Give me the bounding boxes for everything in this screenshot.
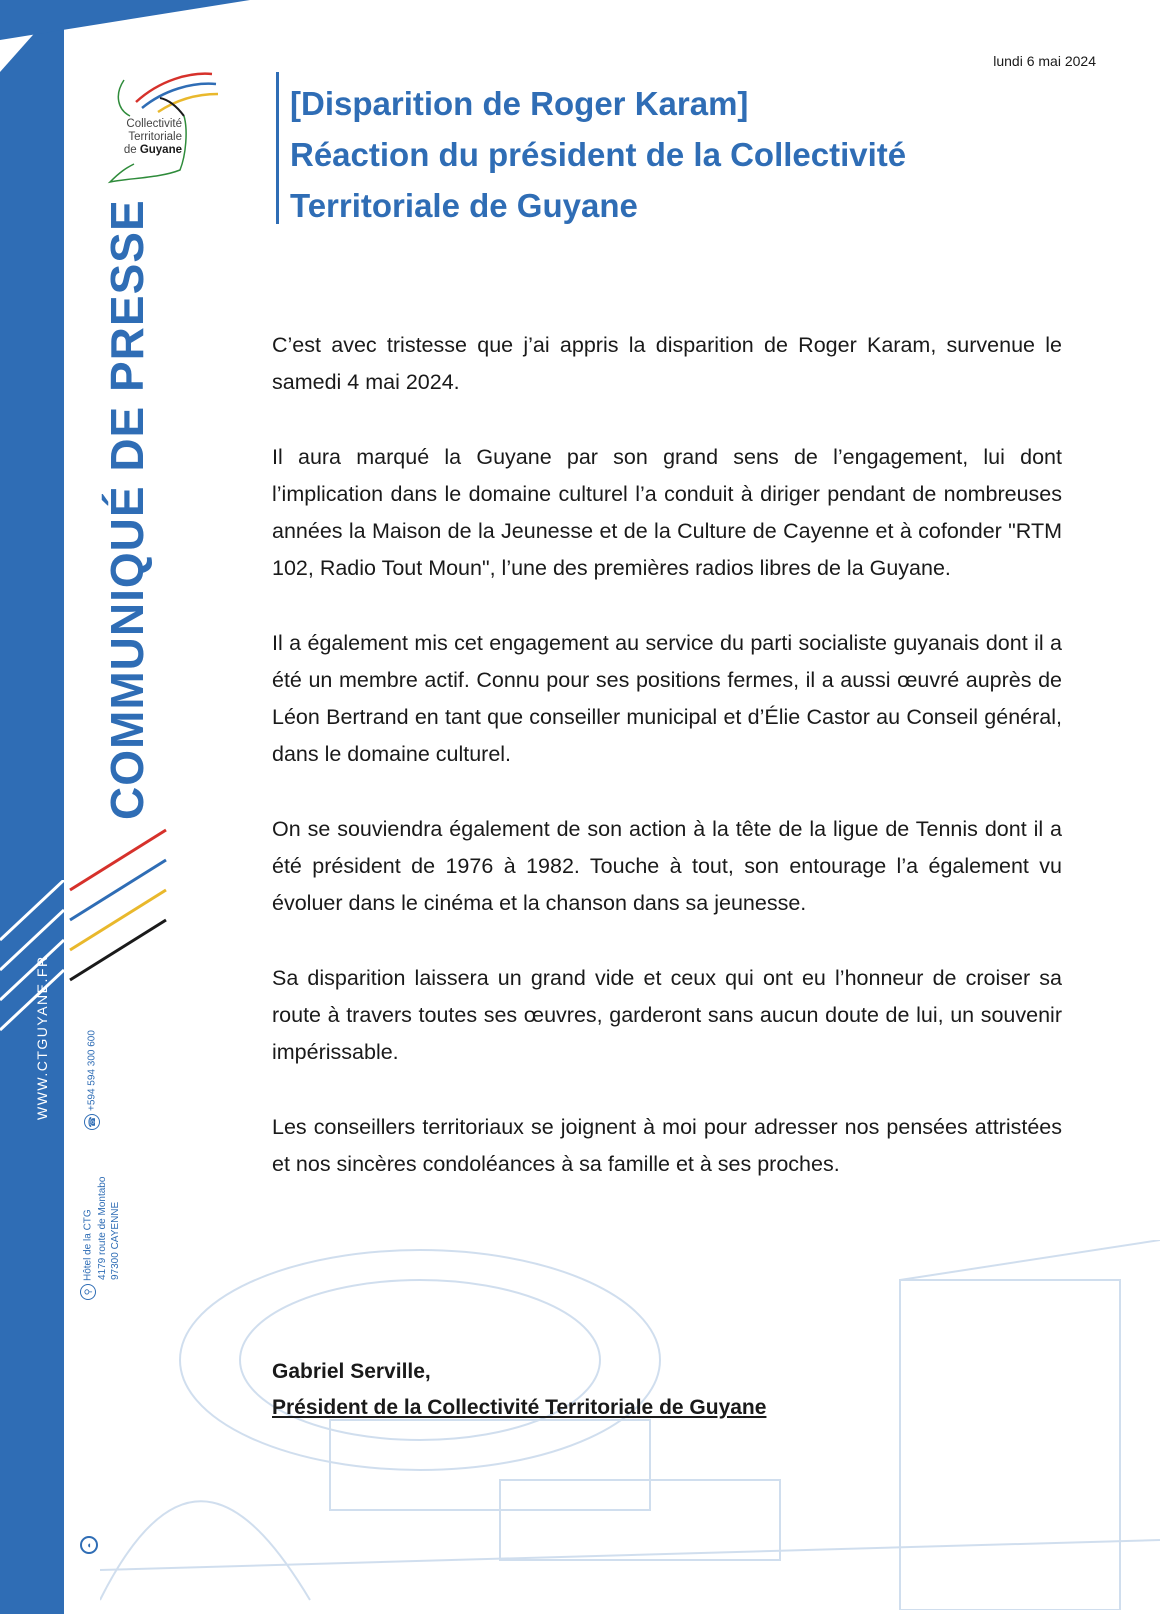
body-paragraph: C’est avec tristesse que j’ai appris la disparition de Roger Karam, survenue le samedi 4 mai 2024. [272, 333, 1062, 394]
band-decorative-stripes [0, 880, 64, 1040]
title-accent-bar [276, 72, 279, 224]
signatory-name: Gabriel Serville, [272, 1360, 431, 1383]
logo-text: Collectivité Territoriale de Guyane [123, 118, 182, 156]
page-title [290, 78, 1090, 231]
top-wedge-decoration [0, 0, 250, 40]
press-body [272, 327, 1062, 1221]
phone-icon: ☎ [84, 1114, 100, 1130]
signatory-role: Président de la Collectivité Territoriale de Guyane [272, 1396, 767, 1419]
location-pin-icon: ⚲ [80, 1284, 96, 1300]
title-line: [Disparition de Roger Karam] [290, 85, 749, 122]
body-paragraph: On se souviendra également de son action à la tête de la ligue de Tennis dont il a été président de 1976 à 1982. Touche à tout, son entourage l’a également vu évoluer dans le cinéma et la chanson dans sa jeunesse. [272, 817, 1062, 915]
body-paragraph: Les conseillers territoriaux se joignent à moi pour adresser nos pensées attristées et nos sincères condoléances à sa famille et à ses proches. [272, 1115, 1062, 1176]
tricolor-stripes [66, 820, 176, 1000]
website-url[interactable]: WWW.CTGUYANE.FR [34, 955, 50, 1120]
title-line: Réaction du président de la Collectivité [290, 136, 907, 173]
sidebar-band [0, 0, 64, 1614]
body-paragraph: Il aura marqué la Guyane par son grand sens de l’engagement, lui dont l’implication dans le domaine culturel l’a conduit à diriger pendant de nombreuses années la Maison de la Jeunesse et de la Culture de Cayenne et à cofonder "RTM 102, Radio Tout Moun", l’une des premières radios libres de la Guyane. [272, 445, 1062, 580]
speaker-icon: ◖ [80, 1536, 98, 1554]
press-release-label: COMMUNIQUÉ DE PRESSE [101, 199, 153, 820]
signature-block [272, 1354, 766, 1426]
body-paragraph: Il a également mis cet engagement au service du parti socialiste guyanais dont il a été un membre actif. Connu pour ses positions fermes, il a aussi œuvré auprès de Léon Bertrand en tant que conseiller municipal et d’Élie Castor au Conseil général, dans le domaine culturel. [272, 631, 1062, 766]
address-contact: ⚲Hôtel de la CTG 4179 route de Montabo 97300 CAYENNE [80, 1177, 122, 1300]
phone-contact[interactable]: ☎+594 594 300 600 [84, 1030, 100, 1130]
publication-date: lundi 6 mai 2024 [993, 53, 1096, 69]
body-paragraph: Sa disparition laissera un grand vide et ceux qui ont eu l’honneur de croiser sa route à travers toutes ses œuvres, garderont sans aucun doute de lui, un souvenir impérissable. [272, 966, 1062, 1064]
title-line: Territoriale de Guyane [290, 187, 638, 224]
